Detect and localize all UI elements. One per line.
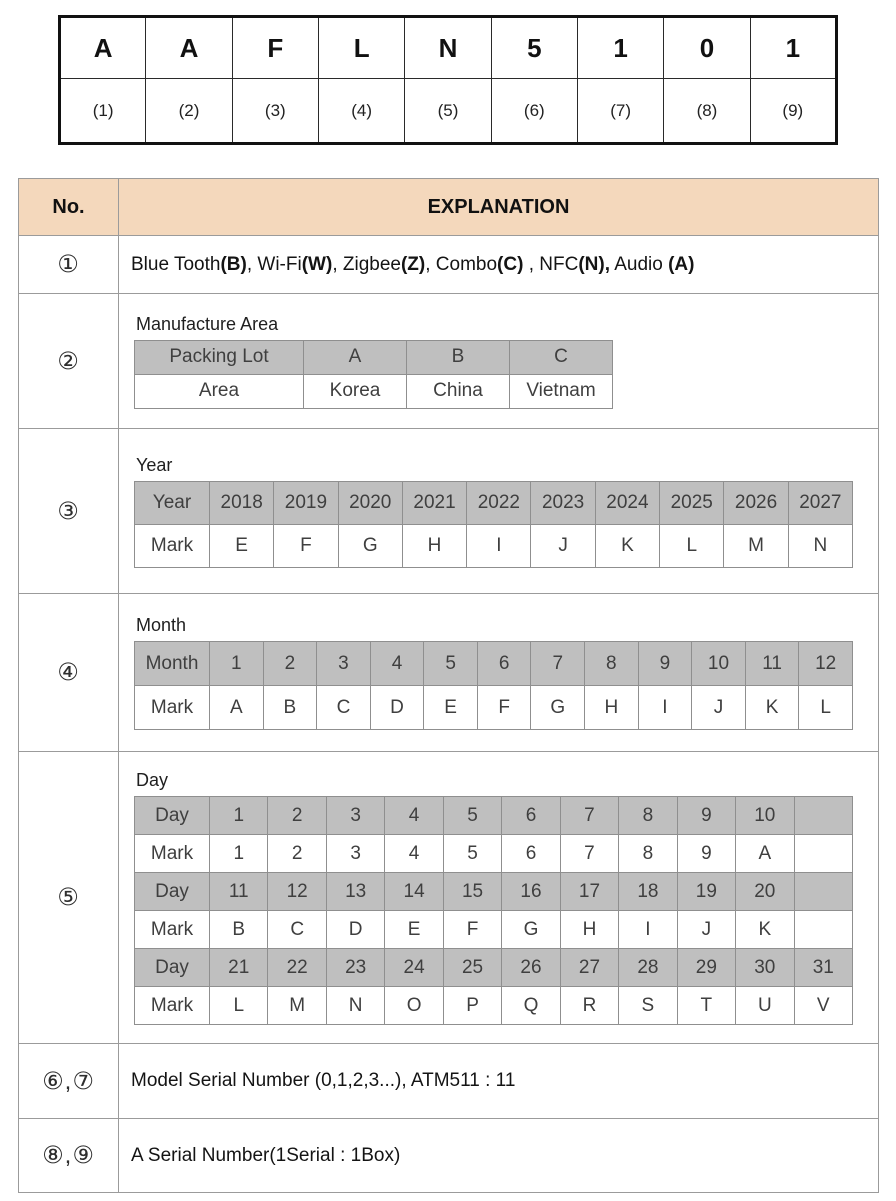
row-number-5: ⑤ xyxy=(19,752,119,1044)
table-cell: 2 xyxy=(268,835,326,873)
row-6-7-model-serial xyxy=(19,1044,879,1119)
bold-text-segment: (C) xyxy=(497,253,524,275)
table-row xyxy=(135,987,853,1025)
table-cell: C xyxy=(317,686,371,730)
table-cell: 9 xyxy=(638,642,692,686)
row-number-3: ③ xyxy=(19,429,119,594)
table-cell: H xyxy=(402,524,466,567)
table-cell: Month xyxy=(135,642,210,686)
table-cell: Vietnam xyxy=(510,374,613,408)
table-cell: N xyxy=(788,524,852,567)
table-cell: F xyxy=(232,17,318,79)
day-block xyxy=(131,770,878,1025)
table-cell: 7 xyxy=(560,835,618,873)
table-row xyxy=(135,797,853,835)
table-cell: L xyxy=(660,524,724,567)
table-cell: T xyxy=(677,987,735,1025)
table-cell: G xyxy=(338,524,402,567)
table-cell: Year xyxy=(135,481,210,524)
table-cell: H xyxy=(585,686,639,730)
table-cell: 1 xyxy=(750,17,836,79)
table-cell: I xyxy=(638,686,692,730)
row-3-year xyxy=(19,429,879,594)
table-cell: J xyxy=(692,686,746,730)
table-cell: 31 xyxy=(794,949,852,987)
table-cell: 5 xyxy=(424,642,478,686)
explanation-table xyxy=(18,178,879,1193)
table-cell: 30 xyxy=(736,949,794,987)
month-label: Month xyxy=(136,615,187,635)
table-cell: G xyxy=(502,911,560,949)
table-cell: 17 xyxy=(560,873,618,911)
table-cell: 9 xyxy=(677,835,735,873)
table-cell: 10 xyxy=(736,797,794,835)
table-cell: Mark xyxy=(135,911,210,949)
text-segment: , Zigbee xyxy=(332,253,401,275)
table-cell: 9 xyxy=(677,797,735,835)
table-cell: L xyxy=(318,17,404,79)
table-cell: U xyxy=(736,987,794,1025)
table-cell: 1 xyxy=(210,642,264,686)
table-cell: 8 xyxy=(619,797,677,835)
table-cell: D xyxy=(326,911,384,949)
table-cell: 16 xyxy=(502,873,560,911)
table-cell: (2) xyxy=(146,79,232,144)
table-cell: L xyxy=(799,686,853,730)
table-cell: K xyxy=(736,911,794,949)
table-cell: 11 xyxy=(745,642,799,686)
year-table xyxy=(134,481,853,568)
table-cell: 5 xyxy=(443,835,501,873)
table-cell: 2020 xyxy=(338,481,402,524)
table-cell: 10 xyxy=(692,642,746,686)
table-cell: Day xyxy=(135,873,210,911)
table-cell: 15 xyxy=(443,873,501,911)
table-cell: H xyxy=(560,911,618,949)
serial-strip-body xyxy=(60,17,837,144)
table-cell: 1 xyxy=(210,835,268,873)
table-cell: 2019 xyxy=(274,481,338,524)
table-cell: 6 xyxy=(477,642,531,686)
table-cell: D xyxy=(370,686,424,730)
table-cell xyxy=(794,911,852,949)
row-number-1: ① xyxy=(19,236,119,294)
table-cell: 18 xyxy=(619,873,677,911)
table-cell: 12 xyxy=(799,642,853,686)
table-cell: Mark xyxy=(135,686,210,730)
table-cell: 28 xyxy=(619,949,677,987)
table-cell: 11 xyxy=(210,873,268,911)
table-cell: (5) xyxy=(405,79,491,144)
table-cell: 5 xyxy=(443,797,501,835)
table-cell: 2026 xyxy=(724,481,788,524)
column-header-explanation: EXPLANATION xyxy=(119,179,879,236)
serial-number-text: A Serial Number(1Serial : 1Box) xyxy=(119,1119,879,1193)
table-cell: 5 xyxy=(491,17,577,79)
table-row xyxy=(135,340,613,374)
table-row xyxy=(135,374,613,408)
table-cell: 8 xyxy=(619,835,677,873)
table-cell: Packing Lot xyxy=(135,340,304,374)
table-cell: 7 xyxy=(531,642,585,686)
table-row xyxy=(60,79,837,144)
table-cell: V xyxy=(794,987,852,1025)
table-cell: 3 xyxy=(326,797,384,835)
row-number-6-7: ⑥,⑦ xyxy=(19,1044,119,1119)
table-cell: E xyxy=(385,911,443,949)
row-1-wireless-type xyxy=(19,236,879,294)
table-cell: 25 xyxy=(443,949,501,987)
table-cell: (1) xyxy=(60,79,146,144)
table-row xyxy=(135,949,853,987)
table-cell: O xyxy=(385,987,443,1025)
row-1-text xyxy=(119,236,879,294)
table-cell: 2 xyxy=(268,797,326,835)
bold-text-segment: (Z) xyxy=(400,253,426,275)
table-cell: 6 xyxy=(502,835,560,873)
table-cell: 2024 xyxy=(595,481,659,524)
table-cell: 2021 xyxy=(402,481,466,524)
table-cell: Korea xyxy=(304,374,407,408)
table-cell: S xyxy=(619,987,677,1025)
table-cell: A xyxy=(736,835,794,873)
table-cell: L xyxy=(210,987,268,1025)
table-cell: J xyxy=(677,911,735,949)
text-segment: , Combo xyxy=(425,253,498,275)
table-row xyxy=(135,835,853,873)
table-cell: Day xyxy=(135,797,210,835)
table-cell: K xyxy=(745,686,799,730)
table-cell: 4 xyxy=(385,797,443,835)
row-2-manufacture-area xyxy=(19,294,879,429)
table-cell: I xyxy=(467,524,531,567)
table-cell: K xyxy=(595,524,659,567)
table-row xyxy=(60,17,837,79)
serial-strip-table xyxy=(58,15,838,145)
table-cell: 8 xyxy=(585,642,639,686)
table-cell: 4 xyxy=(385,835,443,873)
table-cell: B xyxy=(210,911,268,949)
bold-text-segment: (A) xyxy=(668,253,695,275)
text-segment: Audio xyxy=(609,253,669,275)
table-cell: 3 xyxy=(326,835,384,873)
row-number-4: ④ xyxy=(19,594,119,752)
table-cell: J xyxy=(531,524,595,567)
text-segment: Blue Tooth xyxy=(131,253,221,275)
table-cell: (8) xyxy=(664,79,750,144)
table-cell: F xyxy=(443,911,501,949)
table-cell: Mark xyxy=(135,835,210,873)
row-8-9-serial-number xyxy=(19,1119,879,1193)
table-cell: 2018 xyxy=(210,481,274,524)
table-cell: (7) xyxy=(577,79,663,144)
table-cell: 2025 xyxy=(660,481,724,524)
table-cell: B xyxy=(407,340,510,374)
table-row xyxy=(135,911,853,949)
table-cell: 26 xyxy=(502,949,560,987)
table-row xyxy=(135,686,853,730)
bold-text-segment: (N), xyxy=(578,253,610,275)
manufacture-area-block xyxy=(131,314,878,409)
table-cell: P xyxy=(443,987,501,1025)
table-cell: 13 xyxy=(326,873,384,911)
manufacture-area-table xyxy=(134,340,613,409)
table-row xyxy=(135,873,853,911)
day-table xyxy=(134,796,853,1025)
table-cell xyxy=(794,835,852,873)
table-cell: 27 xyxy=(560,949,618,987)
table-cell: C xyxy=(268,911,326,949)
table-cell: A xyxy=(60,17,146,79)
table-cell: G xyxy=(531,686,585,730)
table-cell: 19 xyxy=(677,873,735,911)
table-cell: (6) xyxy=(491,79,577,144)
table-cell: 29 xyxy=(677,949,735,987)
row-number-2: ② xyxy=(19,294,119,429)
row-5-day xyxy=(19,752,879,1044)
table-cell: 20 xyxy=(736,873,794,911)
table-cell: A xyxy=(146,17,232,79)
table-row xyxy=(135,524,853,567)
table-cell: Mark xyxy=(135,524,210,567)
model-serial-text: Model Serial Number (0,1,2,3...), ATM511 : 11 xyxy=(119,1044,879,1119)
table-cell: (9) xyxy=(750,79,836,144)
table-cell: F xyxy=(274,524,338,567)
table-cell: 24 xyxy=(385,949,443,987)
table-cell: B xyxy=(263,686,317,730)
table-cell: 14 xyxy=(385,873,443,911)
table-cell: N xyxy=(405,17,491,79)
manufacture-area-label: Manufacture Area xyxy=(136,313,279,334)
day-label: Day xyxy=(136,770,169,790)
table-cell xyxy=(794,873,852,911)
table-cell: 0 xyxy=(664,17,750,79)
row-number-8-9: ⑧,⑨ xyxy=(19,1119,119,1193)
text-segment: , Wi-Fi xyxy=(246,253,302,275)
table-cell: A xyxy=(210,686,264,730)
table-cell: R xyxy=(560,987,618,1025)
table-cell: Mark xyxy=(135,987,210,1025)
table-cell: Q xyxy=(502,987,560,1025)
table-cell: M xyxy=(724,524,788,567)
table-cell: 2027 xyxy=(788,481,852,524)
year-block xyxy=(131,455,878,568)
table-cell: F xyxy=(477,686,531,730)
table-cell: N xyxy=(326,987,384,1025)
table-cell: 6 xyxy=(502,797,560,835)
text-segment: , NFC xyxy=(523,253,579,275)
table-cell: (3) xyxy=(232,79,318,144)
table-row xyxy=(135,642,853,686)
table-cell: 21 xyxy=(210,949,268,987)
table-cell: 23 xyxy=(326,949,384,987)
table-cell: M xyxy=(268,987,326,1025)
table-cell: E xyxy=(210,524,274,567)
table-cell: 2022 xyxy=(467,481,531,524)
table-cell: (4) xyxy=(318,79,404,144)
month-block xyxy=(131,615,878,730)
table-cell: 2 xyxy=(263,642,317,686)
table-cell: 4 xyxy=(370,642,424,686)
table-cell: C xyxy=(510,340,613,374)
year-label: Year xyxy=(136,454,173,475)
explanation-header-row xyxy=(19,179,879,236)
table-cell: 1 xyxy=(210,797,268,835)
bold-text-segment: (B) xyxy=(220,253,247,275)
table-row xyxy=(135,481,853,524)
month-table xyxy=(134,641,853,730)
bold-text-segment: (W) xyxy=(301,253,333,275)
column-header-no: No. xyxy=(19,179,119,236)
table-cell: I xyxy=(619,911,677,949)
table-cell xyxy=(794,797,852,835)
table-cell: 12 xyxy=(268,873,326,911)
table-cell: 3 xyxy=(317,642,371,686)
table-cell: 22 xyxy=(268,949,326,987)
table-cell: Area xyxy=(135,374,304,408)
table-cell: 2023 xyxy=(531,481,595,524)
table-cell: 1 xyxy=(577,17,663,79)
table-cell: A xyxy=(304,340,407,374)
table-cell: China xyxy=(407,374,510,408)
table-cell: 7 xyxy=(560,797,618,835)
row-4-month xyxy=(19,594,879,752)
table-cell: E xyxy=(424,686,478,730)
table-cell: Day xyxy=(135,949,210,987)
